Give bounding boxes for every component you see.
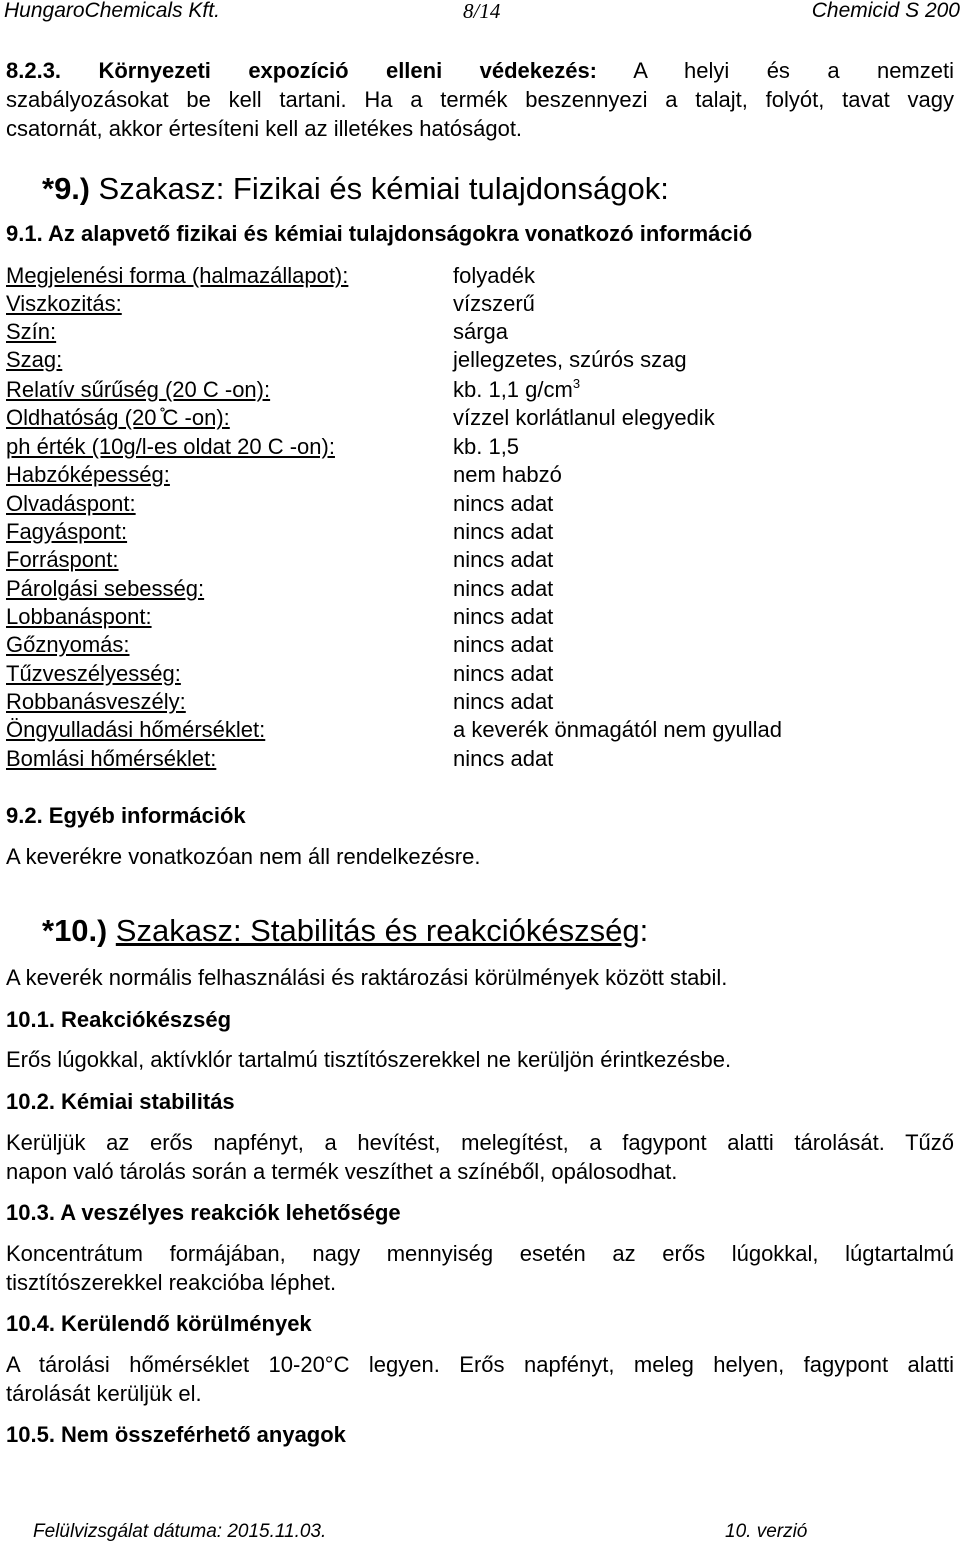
prop-label-solubility: Oldhatóság (20 ̊C -on): bbox=[6, 405, 230, 430]
prop-value-autoignition: a keverék önmagától nem gyullad bbox=[453, 717, 782, 742]
prop-value-freezing-point: nincs adat bbox=[453, 519, 554, 544]
section10-1-title: 10.1. Reakciókészség bbox=[6, 1007, 232, 1032]
section10-paren: ) bbox=[97, 915, 108, 948]
section9-2-text: A keverékre vonatkozóan nem áll rendelkezésre. bbox=[6, 844, 481, 869]
prop-label-flammability: Tűzveszélyesség: bbox=[6, 661, 181, 686]
section10-3-title: 10.3. A veszélyes reakciók lehetősége bbox=[6, 1200, 401, 1225]
prop-value-density bbox=[453, 376, 580, 404]
header-product: Chemicid S 200 bbox=[811, 0, 960, 22]
prop-label-freezing-point: Fagyáspont: bbox=[6, 519, 128, 544]
prop-value-foaming: nem habzó bbox=[453, 462, 562, 487]
section10-5-title: 10.5. Nem összeférhető anyagok bbox=[6, 1422, 346, 1447]
prop-label-decomposition: Bomlási hőmérséklet: bbox=[6, 746, 217, 771]
section9-title: Szakasz: Fizikai és kémiai tulajdonságok: bbox=[98, 171, 669, 206]
prop-label-appearance: Megjelenési forma (halmazállapot): bbox=[6, 263, 349, 288]
prop-label-explosion-hazard: Robbanásveszély: bbox=[6, 689, 186, 714]
section9-2-title: 9.2. Egyéb információk bbox=[6, 803, 246, 828]
section10-4-line1: A tárolási hőmérséklet 10-20°C legyen. Erős napfényt, meleg helyen, fagypont alatti bbox=[6, 1352, 954, 1377]
env-exposure-title: Környezeti expozíció elleni védekezés: bbox=[98, 58, 598, 83]
prop-label-viscosity: Viszkozitás: bbox=[6, 291, 122, 316]
prop-label-evaporation-rate: Párolgási sebesség: bbox=[6, 576, 205, 601]
prop-label-foaming: Habzóképesség: bbox=[6, 462, 170, 487]
prop-value-explosion-hazard: nincs adat bbox=[453, 689, 554, 714]
footer-revision-date: Felülvizsgálat dátuma: 2015.11.03. bbox=[33, 1521, 327, 1542]
env-exposure-line1 bbox=[6, 57, 954, 85]
env-exposure-line3: csatornát, akkor értesíteni kell az illetékes hatóságot. bbox=[6, 116, 523, 141]
section10-intro: A keverék normális felhasználási és raktározási körülmények között stabil. bbox=[6, 965, 728, 990]
prop-value-density-text: kb. 1,1 g/cm bbox=[453, 377, 573, 402]
section10-4-title: 10.4. Kerülendő körülmények bbox=[6, 1311, 312, 1336]
prop-value-decomposition: nincs adat bbox=[453, 746, 554, 771]
env-exposure-line2: szabályozásokat be kell tartani. Ha a termék beszennyezi a talajt, folyót, tavat vagy bbox=[6, 87, 954, 112]
section10-1-text: Erős lúgokkal, aktívklór tartalmú tisztítószerekkel ne kerüljön érintkezésbe. bbox=[6, 1047, 732, 1072]
prop-value-vapour-pressure: nincs adat bbox=[453, 632, 554, 657]
section9-heading bbox=[42, 171, 669, 208]
prop-value-flammability: nincs adat bbox=[453, 661, 554, 686]
prop-label-ph: ph érték (10g/l-es oldat 20 C -on): bbox=[6, 434, 335, 459]
section10-2-line1: Kerüljük az erős napfényt, a hevítést, melegítést, a fagypont alatti tárolását. Tűző bbox=[6, 1130, 954, 1155]
section10-2-line2: napon való tárolás során a termék veszíthet a színéből, opálosodhat. bbox=[6, 1159, 678, 1184]
prop-value-density-sup: 3 bbox=[572, 376, 581, 391]
section9-paren: ) bbox=[79, 173, 90, 206]
prop-value-ph: kb. 1,5 bbox=[453, 434, 520, 459]
prop-value-solubility: vízzel korlátlanul elegyedik bbox=[453, 405, 715, 430]
section10-3-line2: tisztítószerekkel reakcióba léphet. bbox=[6, 1270, 337, 1295]
section9-1-title: 9.1. Az alapvető fizikai és kémiai tulajdonságokra vonatkozó információ bbox=[6, 221, 753, 246]
prop-value-viscosity: vízszerű bbox=[453, 291, 535, 316]
prop-label-melting-point: Olvadáspont: bbox=[6, 491, 136, 516]
section10-title: Szakasz: Stabilitás és reakciókészség bbox=[115, 913, 640, 948]
footer-version: 10. verzió bbox=[725, 1521, 808, 1542]
env-exposure-number: 8.2.3. bbox=[6, 58, 62, 83]
prop-value-flash-point: nincs adat bbox=[453, 604, 554, 629]
prop-label-flash-point: Lobbanáspont: bbox=[6, 604, 152, 629]
section10-number: *10. bbox=[42, 913, 98, 948]
prop-label-density: Relatív sűrűség (20 C -on): bbox=[6, 377, 271, 402]
prop-value-odor: jellegzetes, szúrós szag bbox=[453, 347, 687, 372]
section10-2-title: 10.2. Kémiai stabilitás bbox=[6, 1089, 235, 1114]
env-exposure-text: A helyi és a nemzeti bbox=[633, 58, 954, 83]
prop-label-vapour-pressure: Gőznyomás: bbox=[6, 632, 130, 657]
prop-value-appearance: folyadék bbox=[453, 263, 535, 288]
section9-number: *9. bbox=[42, 171, 80, 206]
prop-label-odor: Szag: bbox=[6, 347, 63, 372]
prop-value-melting-point: nincs adat bbox=[453, 491, 554, 516]
prop-value-color: sárga bbox=[453, 319, 509, 344]
section10-4-line2: tárolását kerüljük el. bbox=[6, 1381, 202, 1406]
header-page-number: 8/14 bbox=[463, 0, 501, 23]
section10-heading bbox=[42, 913, 648, 950]
section10-colon: : bbox=[639, 913, 649, 948]
header-company: HungaroChemicals Kft. bbox=[4, 0, 220, 22]
prop-value-evaporation-rate: nincs adat bbox=[453, 576, 554, 601]
prop-label-autoignition: Öngyulladási hőmérséklet: bbox=[6, 717, 266, 742]
prop-value-boiling-point: nincs adat bbox=[453, 547, 554, 572]
section10-3-line1: Koncentrátum formájában, nagy mennyiség esetén az erős lúgokkal, lúgtartalmú bbox=[6, 1241, 954, 1266]
prop-label-boiling-point: Forráspont: bbox=[6, 547, 119, 572]
prop-label-color: Szín: bbox=[6, 319, 57, 344]
